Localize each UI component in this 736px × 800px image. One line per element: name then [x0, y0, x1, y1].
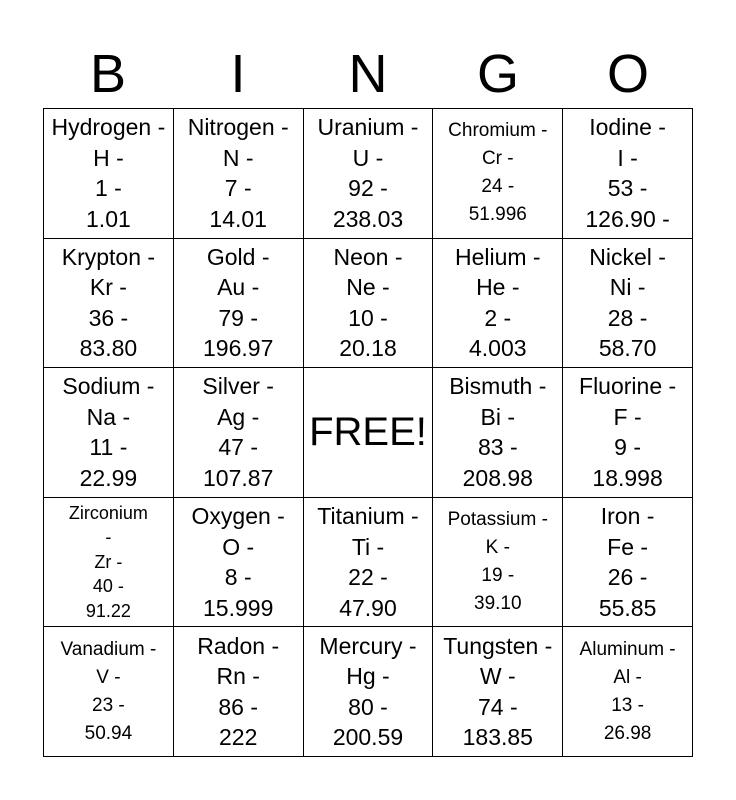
cell-line: Tungsten -	[443, 632, 553, 659]
cell-line: 183.85	[462, 724, 533, 751]
cell-line: Fe -	[607, 533, 649, 560]
cell-line: 7 -	[224, 175, 252, 202]
cell-line: Hg -	[346, 663, 390, 690]
cell-line: 36 -	[88, 304, 129, 331]
cell-line: 28 -	[607, 304, 648, 331]
cell-line: 4.003	[469, 335, 527, 362]
cell-line: Aluminum -	[579, 638, 676, 660]
bingo-cell[interactable]	[433, 239, 563, 369]
bingo-cell[interactable]	[433, 627, 563, 757]
cell-line: Radon -	[197, 632, 280, 659]
cell-line: 50.94	[84, 722, 133, 744]
header-letter-n: N	[348, 44, 388, 104]
cell-line: Vanadium -	[60, 638, 157, 660]
cell-line: 24 -	[481, 176, 515, 198]
cell-line: 11 -	[89, 434, 128, 461]
cell-line: W -	[479, 663, 516, 690]
cell-line: 196.97	[203, 335, 274, 362]
cell-line: Neon -	[333, 243, 403, 270]
bingo-cell[interactable]	[44, 239, 174, 369]
cell-line: 26.98	[603, 722, 652, 744]
bingo-cell[interactable]	[433, 109, 563, 239]
cell-line: Ne -	[346, 274, 390, 301]
cell-line: 8 -	[224, 564, 252, 591]
cell-line: 19 -	[481, 565, 515, 587]
cell-line: Rn -	[216, 663, 260, 690]
bingo-cell[interactable]	[563, 109, 693, 239]
cell-line: Nitrogen -	[187, 114, 289, 141]
cell-line: 2 -	[484, 304, 512, 331]
cell-line: I -	[617, 144, 638, 171]
cell-line: 47.90	[339, 594, 397, 621]
cell-line: 14.01	[209, 205, 267, 232]
cell-line: 74 -	[477, 693, 518, 720]
bingo-cell[interactable]	[44, 627, 174, 757]
bingo-cell[interactable]	[174, 109, 304, 239]
cell-line: Al -	[613, 666, 642, 688]
cell-line: 208.98	[462, 464, 533, 491]
cell-line: 20.18	[339, 335, 397, 362]
cell-line: Titanium -	[317, 503, 419, 530]
cell-line: Cr -	[481, 148, 514, 170]
cell-line: 51.996	[468, 204, 527, 226]
bingo-cell[interactable]	[433, 368, 563, 498]
cell-line: 10 -	[348, 304, 388, 331]
cell-line: Kr -	[89, 274, 127, 301]
cell-line: F -	[613, 403, 642, 430]
cell-line: 107.87	[203, 464, 274, 491]
cell-line: Zr -	[94, 551, 123, 572]
cell-line: Chromium -	[448, 120, 548, 142]
cell-line: H -	[93, 144, 124, 171]
free-space-label: FREE!	[309, 410, 427, 455]
cell-line: Uranium -	[317, 114, 419, 141]
cell-line: Gold -	[206, 243, 270, 270]
header-letter-i: I	[230, 44, 246, 104]
cell-line: Bi -	[480, 403, 516, 430]
cell-line: Oxygen -	[191, 503, 285, 530]
cell-line: O -	[222, 533, 255, 560]
cell-line: Nickel -	[589, 243, 666, 270]
cell-line: Ni -	[609, 274, 646, 301]
cell-line: 53 -	[607, 175, 648, 202]
cell-line: 18.998	[592, 464, 663, 491]
cell-line: 238.03	[332, 205, 404, 232]
cell-line: 15.999	[203, 594, 274, 621]
cell-line: Krypton -	[61, 243, 156, 270]
cell-line: Fluorine -	[579, 373, 677, 400]
cell-line: 86 -	[218, 693, 259, 720]
bingo-cell[interactable]	[304, 498, 434, 628]
cell-line: Iodine -	[589, 114, 666, 141]
cell-line: Mercury -	[319, 632, 417, 659]
cell-line: 1.01	[86, 205, 131, 232]
cell-line: 200.59	[332, 724, 404, 751]
free-space-cell[interactable]	[304, 368, 434, 498]
cell-line: 92 -	[348, 175, 388, 202]
bingo-cell[interactable]	[44, 368, 174, 498]
bingo-cell[interactable]	[563, 498, 693, 628]
bingo-cell[interactable]	[304, 627, 434, 757]
bingo-cell[interactable]	[563, 239, 693, 369]
cell-line: 23 -	[92, 694, 125, 716]
cell-line: 58.70	[598, 335, 657, 362]
header-letter-o: O	[606, 44, 649, 104]
cell-line: 55.85	[598, 594, 657, 621]
bingo-cell[interactable]	[174, 368, 304, 498]
bingo-card	[43, 108, 693, 757]
bingo-cell[interactable]	[44, 109, 174, 239]
bingo-cell[interactable]	[563, 627, 693, 757]
bingo-cell[interactable]	[563, 368, 693, 498]
cell-line: 126.90 -	[585, 205, 670, 232]
cell-line: 83 -	[477, 434, 518, 461]
cell-line: Sodium -	[62, 373, 155, 400]
header-letter-g: G	[476, 44, 519, 104]
cell-line: Ag -	[217, 403, 260, 430]
cell-line: N -	[222, 144, 254, 171]
cell-line: 39.10	[474, 593, 522, 615]
cell-line: Helium -	[454, 243, 541, 270]
bingo-cell[interactable]	[174, 498, 304, 628]
cell-line: 79 -	[218, 304, 259, 331]
bingo-cell[interactable]	[174, 239, 304, 369]
cell-line: K -	[485, 537, 510, 559]
bingo-cell[interactable]	[304, 239, 434, 369]
cell-line: Bismuth -	[449, 373, 547, 400]
cell-line: 9 -	[614, 434, 642, 461]
cell-line: 222	[219, 724, 258, 751]
cell-line: Hydrogen -	[51, 114, 166, 141]
cell-line: 26 -	[607, 564, 648, 591]
cell-line: 47 -	[218, 434, 259, 461]
cell-line: Iron -	[600, 503, 655, 530]
cell-line: 80 -	[348, 693, 388, 720]
cell-line: 13 -	[611, 694, 644, 716]
bingo-cell[interactable]	[44, 498, 174, 628]
cell-line: Na -	[86, 403, 131, 430]
bingo-cell[interactable]	[174, 627, 304, 757]
bingo-cell[interactable]	[304, 109, 434, 239]
cell-line: Potassium -	[447, 509, 548, 531]
cell-line: 22.99	[79, 464, 138, 491]
header-letter-b: B	[89, 44, 127, 104]
cell-line: Au -	[217, 274, 260, 301]
cell-line: Ti -	[351, 533, 385, 560]
cell-line: V -	[96, 666, 121, 688]
bingo-cell[interactable]	[433, 498, 563, 628]
cell-line: 40 -	[92, 576, 124, 597]
cell-line: 1 -	[94, 175, 122, 202]
bingo-header	[43, 44, 693, 104]
cell-line: Zirconium	[68, 502, 148, 523]
cell-line: -	[105, 527, 112, 548]
cell-line: 83.80	[79, 335, 138, 362]
cell-line: He -	[476, 274, 520, 301]
cell-line: Silver -	[202, 373, 274, 400]
cell-line: 91.22	[85, 600, 131, 621]
cell-line: U -	[352, 144, 384, 171]
cell-line: 22 -	[348, 564, 388, 591]
